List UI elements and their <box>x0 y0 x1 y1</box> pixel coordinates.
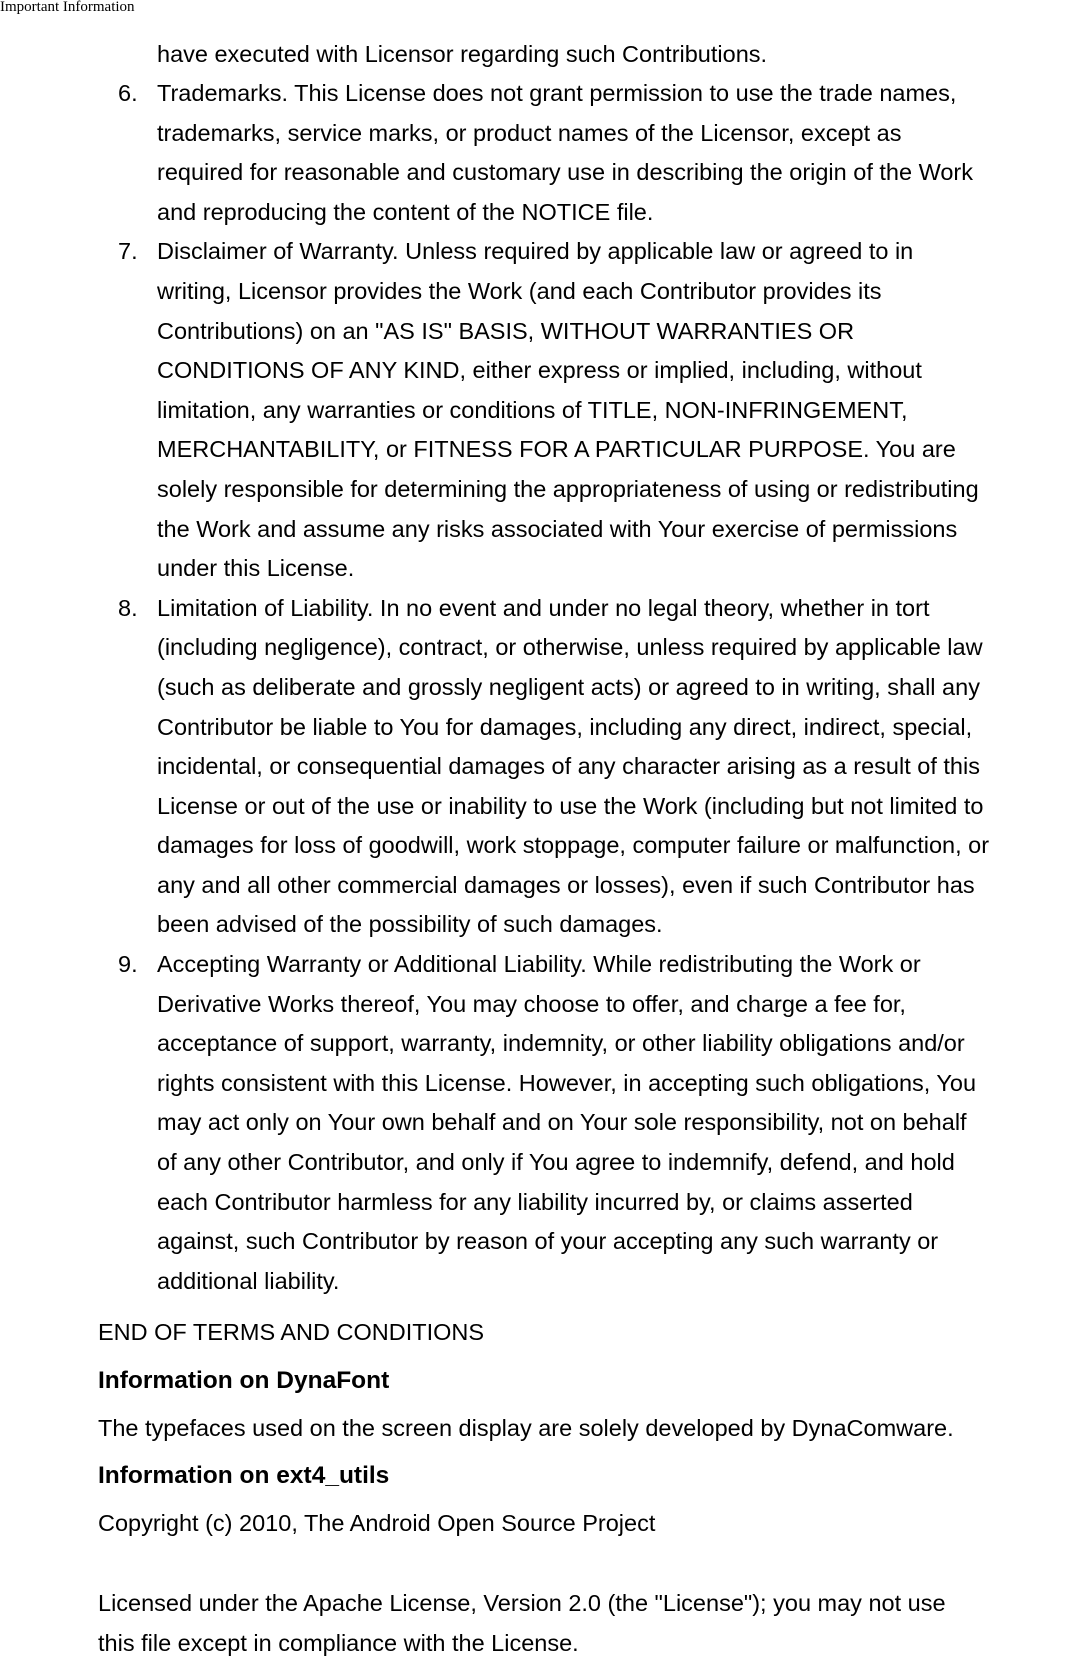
end-of-terms-text: END OF TERMS AND CONDITIONS <box>98 1319 485 1345</box>
term-number: 7. <box>118 238 138 265</box>
term-line: incidental, or consequential damages of any character arising as a result of this <box>157 753 980 780</box>
term-line: writing, Licensor provides the Work (and each Contributor provides its <box>157 277 882 304</box>
license-term <box>0 232 1089 588</box>
term-line: Limitation of Liability. In no event and under no legal theory, whether in tort <box>157 594 930 621</box>
term-line: been advised of the possibility of such damages. <box>157 911 663 938</box>
continuation-text: have executed with Licensor regarding such Contributions. <box>157 41 768 67</box>
dynafont-heading: Information on DynaFont <box>98 1367 390 1394</box>
term-line: Trademarks. This License does not grant permission to use the trade names, <box>157 80 957 106</box>
term-line: Contributions) on an "AS IS" BASIS, WITHOUT WARRANTIES OR <box>157 317 855 344</box>
term-line: against, such Contributor by reason of your accepting any such warranty or <box>157 1228 939 1255</box>
term-line: may act only on Your own behalf and on Your sole responsibility, not on behalf <box>157 1109 967 1136</box>
license-term <box>0 945 1089 1301</box>
ext4-license-text <box>98 1584 946 1663</box>
term-line: rights consistent with this License. However, in accepting such obligations, You <box>157 1069 977 1096</box>
term-line: License or out of the use or inability to use the Work (including but not limited to <box>157 792 984 819</box>
term-number: 9. <box>118 951 138 978</box>
term-line: (including negligence), contract, or otherwise, unless required by applicable law <box>157 634 983 661</box>
term-line: the Work and assume any risks associated with Your exercise of permissions <box>157 515 958 542</box>
term-line: MERCHANTABILITY, or FITNESS FOR A PARTICULAR PURPOSE. You are <box>157 436 956 463</box>
term-line: Disclaimer of Warranty. Unless required by applicable law or agreed to in <box>157 238 914 265</box>
term-line: damages for loss of goodwill, work stoppage, computer failure or malfunction, or <box>157 832 990 859</box>
ext4-utils-heading: Information on ext4_utils <box>98 1462 390 1489</box>
term-line: limitation, any warranties or conditions of TITLE, NON-INFRINGEMENT, <box>157 396 908 423</box>
term-number: 6. <box>118 80 138 106</box>
term-line: Derivative Works thereof, You may choose to offer, and charge a fee for, <box>157 990 906 1017</box>
term-line: trademarks, service marks, or product names of the Licensor, except as <box>157 119 902 146</box>
term-line: of any other Contributor, and only if You agree to indemnify, defend, and hold <box>157 1149 955 1176</box>
term-line: additional liability. <box>157 1267 340 1294</box>
license-line: this file except in compliance with the License. <box>98 1629 579 1656</box>
term-line: any and all other commercial damages or losses), even if such Contributor has <box>157 871 975 898</box>
term-line: Contributor be liable to You for damages, including any direct, indirect, special, <box>157 713 973 740</box>
license-terms-list <box>0 74 1089 1301</box>
license-line: Licensed under the Apache License, Version 2.0 (the "License"); you may not use <box>98 1590 946 1616</box>
term-number: 8. <box>118 594 138 621</box>
dynafont-text: The typefaces used on the screen display are solely developed by DynaComware. <box>98 1415 954 1441</box>
term-line: under this License. <box>157 555 355 582</box>
license-term <box>0 589 1089 945</box>
ext4-copyright-text: Copyright (c) 2010, The Android Open Source Project <box>98 1510 656 1536</box>
term-line: and reproducing the content of the NOTICE file. <box>157 198 654 225</box>
term-line: CONDITIONS OF ANY KIND, either express or implied, including, without <box>157 357 922 384</box>
term-line: acceptance of support, warranty, indemnity, or other liability obligations and/or <box>157 1030 965 1057</box>
term-line: each Contributor harmless for any liability incurred by, or claims asserted <box>157 1188 913 1215</box>
term-line: Accepting Warranty or Additional Liability. While redistributing the Work or <box>157 951 921 978</box>
term-line: (such as deliberate and grossly negligent acts) or agreed to in writing, shall any <box>157 673 980 700</box>
term-line: solely responsible for determining the appropriateness of using or redistributing <box>157 475 979 502</box>
term-line: required for reasonable and customary use in describing the origin of the Work <box>157 159 973 186</box>
page-header-title: Important Information <box>0 0 135 15</box>
license-term <box>0 74 1089 232</box>
